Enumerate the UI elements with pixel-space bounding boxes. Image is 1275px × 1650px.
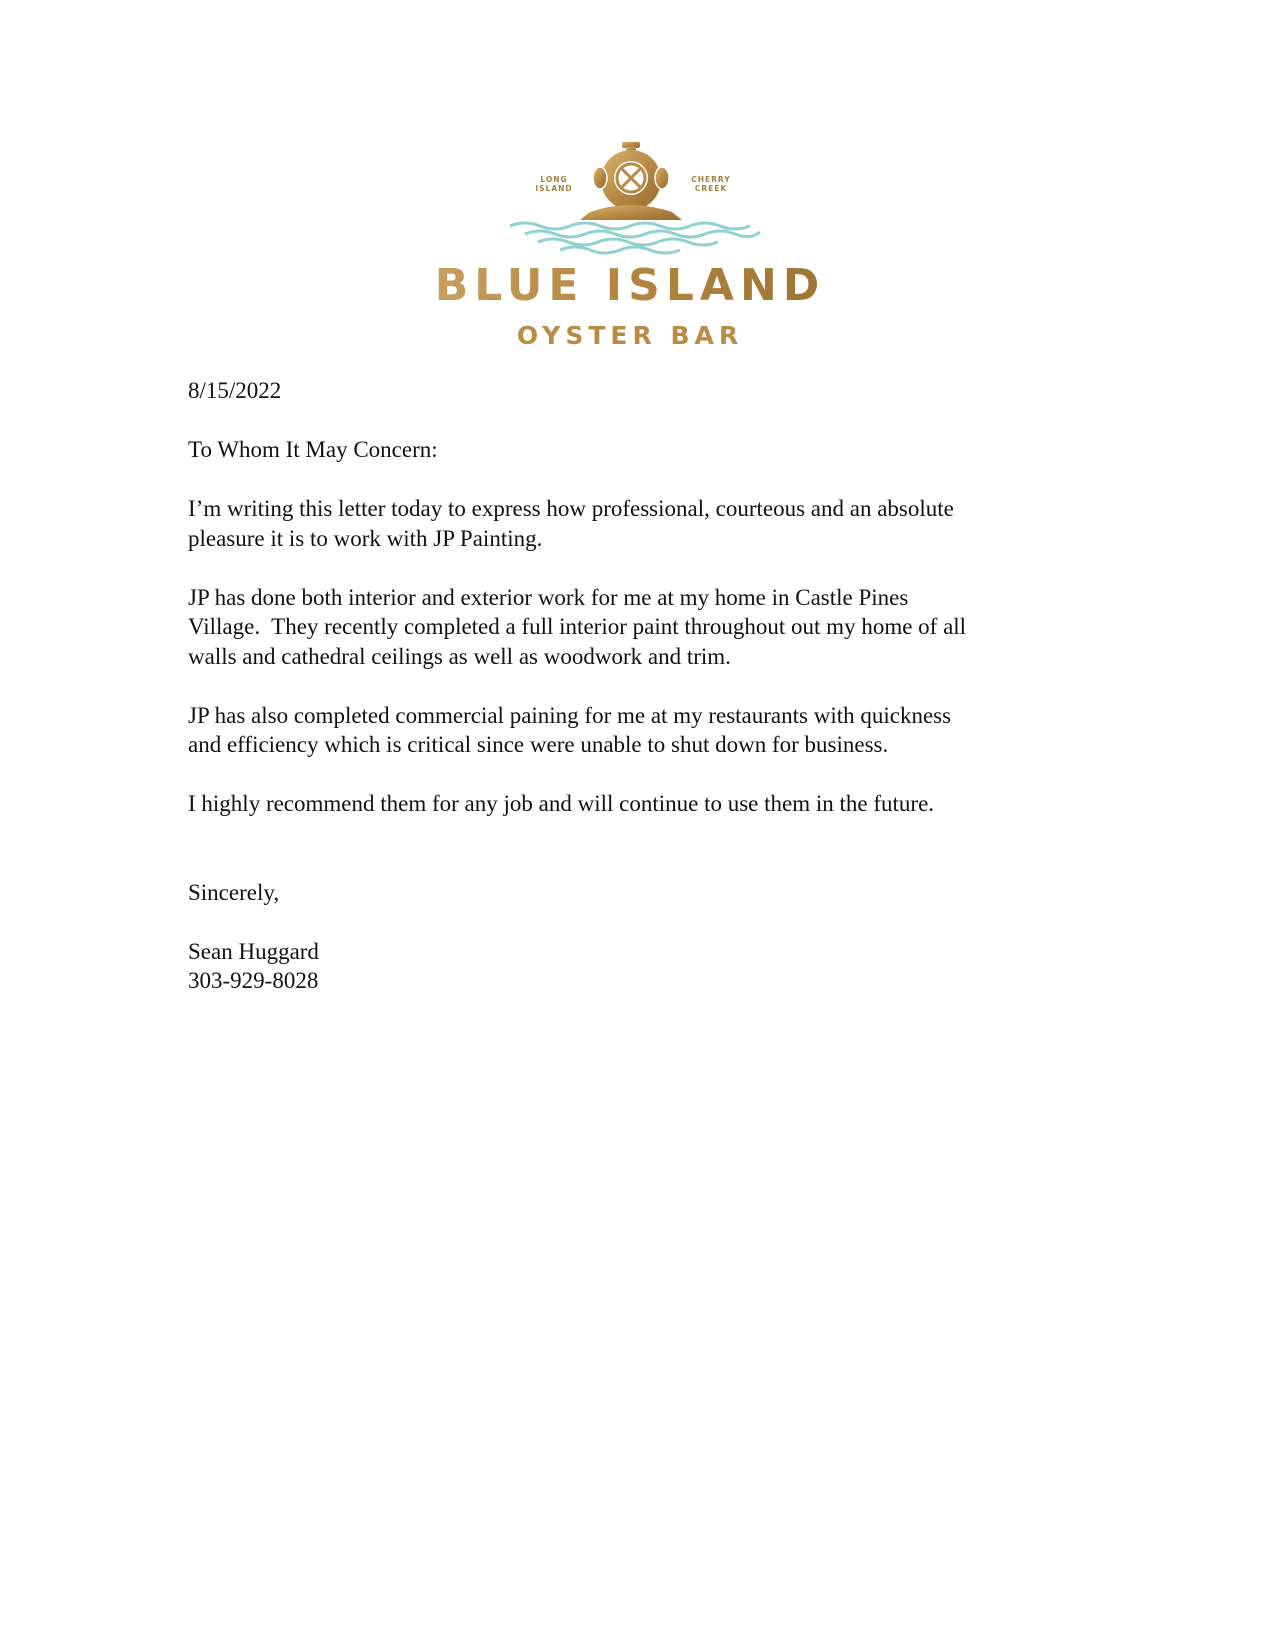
- signer-name: Sean Huggard: [188, 938, 319, 964]
- letter-salutation: To Whom It May Concern:: [188, 437, 438, 462]
- logo-subtitle: OYSTER BAR: [516, 321, 744, 350]
- paragraph-line: and efficiency which is critical since were unable to shut down for business.: [188, 732, 889, 757]
- paragraph-line: JP has also completed commercial paining for me at my restaurants with quickness: [188, 702, 952, 728]
- paragraph-line: JP has done both interior and exterior work for me at my home in Castle Pines: [188, 584, 909, 610]
- paragraph-line: I’m writing this letter today to express how professional, courteous and an absolute: [188, 496, 954, 521]
- paragraph-line: Village. They recently completed a full interior paint throughout out my home of all: [188, 614, 967, 639]
- logo-location-line: LONG: [540, 175, 568, 184]
- diving-helmet-icon: [420, 138, 840, 258]
- letter-body: [188, 376, 1088, 996]
- paragraph-line: I highly recommend them for any job and will continue to use them in the future.: [188, 791, 935, 816]
- logo-location-line: ISLAND: [535, 184, 573, 193]
- logo-location-line: CREEK: [694, 184, 728, 193]
- letter-date: 8/15/2022: [188, 378, 282, 403]
- letter-closing: Sincerely,: [188, 879, 280, 905]
- restaurant-logo: [420, 138, 840, 363]
- logo-location-line: CHERRY: [691, 175, 731, 184]
- paragraph-line: walls and cathedral ceilings as well as woodwork and trim.: [188, 643, 731, 669]
- signer-phone: 303-929-8028: [188, 968, 319, 993]
- logo-title: BLUE ISLAND: [420, 262, 840, 310]
- paragraph-line: pleasure it is to work with JP Painting.: [188, 525, 543, 551]
